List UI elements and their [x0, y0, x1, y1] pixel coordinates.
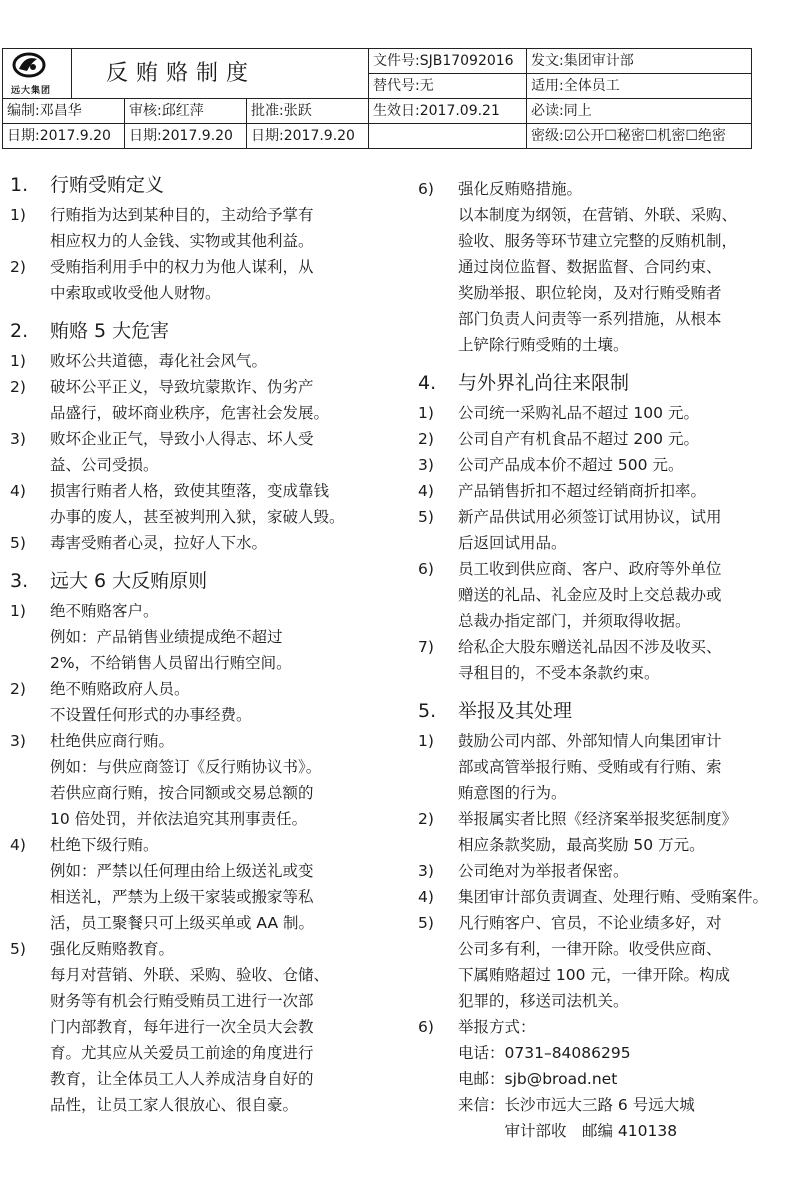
document-header-table	[2, 48, 752, 149]
item-text-line: 行贿指为达到某种目的，主动给予掌有	[50, 206, 314, 224]
list-item	[10, 676, 382, 728]
list-item	[10, 598, 382, 676]
item-text-line: 毒害受贿者心灵，拉好人下水。	[50, 534, 268, 552]
issuer: 发文:集团审计部	[526, 48, 752, 74]
item-number: 2)	[10, 680, 26, 698]
item-text-line: 举报属实者比照《经济案举报奖惩制度》	[458, 810, 738, 828]
list-item	[10, 374, 382, 426]
item-text-line: 通过岗位监督、数据监督、合同约束、	[458, 258, 722, 276]
item-number: 2)	[10, 378, 26, 396]
section-reporting	[418, 698, 778, 1144]
list-item	[10, 426, 382, 478]
item-number: 1)	[10, 352, 26, 370]
item-text-line: 产品销售折扣不超过经销商折扣率。	[458, 482, 707, 500]
item-text-line: 给私企大股东赠送礼品因不涉及收买、	[458, 638, 722, 656]
section-title-text: 远大 6 大反贿原则	[50, 570, 208, 592]
item-number: 6)	[418, 560, 434, 578]
list-item	[418, 884, 778, 910]
compiled-date: 日期:2017.9.20	[2, 123, 125, 149]
list-item	[418, 504, 778, 556]
item-number: 3)	[418, 862, 434, 880]
item-text-line: 品性，让员工家人很放心、很自豪。	[50, 1096, 299, 1114]
item-text-line: 受贿指利用手中的权力为他人谋利，从	[50, 258, 314, 276]
item-text-line: 绝不贿赂客户。	[50, 602, 159, 620]
item-text-line: 电邮：sjb@broad.net	[458, 1070, 618, 1088]
item-text-line: 员工收到供应商、客户、政府等外单位	[458, 560, 722, 578]
item-text-line: 败坏公共道德，毒化社会风气。	[50, 352, 268, 370]
approved-by: 批准:张跃	[246, 98, 369, 124]
item-text-line: 验收、服务等环节建立完整的反贿机制，	[458, 232, 738, 250]
item-number: 2)	[10, 258, 26, 276]
list-item	[10, 478, 382, 530]
section-number: 2.	[10, 320, 29, 342]
item-text-line: 相应权力的人金钱、实物或其他利益。	[50, 232, 314, 250]
item-text-line: 杜绝下级行贿。	[50, 836, 159, 854]
list-item	[418, 910, 778, 1014]
item-number: 4)	[418, 482, 434, 500]
list-item	[418, 426, 778, 452]
item-text-line: 例如：与供应商签订《反行贿协议书》。	[50, 758, 322, 776]
item-number: 2)	[418, 430, 434, 448]
item-text-line: 下属贿赂超过 100 元，一律开除。构成	[458, 966, 730, 984]
section-title-text: 行贿受贿定义	[50, 174, 165, 196]
item-number: 1)	[10, 602, 26, 620]
list-item	[418, 1014, 778, 1144]
document-title: 反贿赂制度	[106, 60, 257, 86]
list-item	[10, 202, 382, 254]
list-item	[10, 936, 382, 1118]
item-text-line: 教育，让全体员工人人养成洁身自好的	[50, 1070, 314, 1088]
item-text-line: 部或高管举报行贿、受贿或有行贿、索	[458, 758, 722, 776]
item-text-line: 相送礼，严禁为上级干家装或搬家等私	[50, 888, 314, 906]
item-text-line: 例如：严禁以任何理由给上级送礼或变	[50, 862, 314, 880]
item-text-line: 公司产品成本价不超过 500 元。	[458, 456, 684, 474]
item-text-line: 公司绝对为举报者保密。	[458, 862, 629, 880]
item-text-line: 贿意图的行为。	[458, 784, 567, 802]
item-text-line: 办事的废人，甚至被判刑入狱，家破人毁。	[50, 508, 345, 526]
item-number: 4)	[10, 836, 26, 854]
item-text-line: 部门负责人问责等一系列措施，从根本	[458, 310, 722, 328]
item-text-line: 每月对营销、外联、采购、验收、仓储、	[50, 966, 330, 984]
applies-to: 适用:全体员工	[526, 73, 752, 99]
item-number: 4)	[10, 482, 26, 500]
item-text-line: 以本制度为纲领，在营销、外联、采购、	[458, 206, 738, 224]
section-number: 5.	[418, 700, 437, 722]
item-text-line: 益、公司受损。	[50, 456, 159, 474]
section-number: 4.	[418, 372, 437, 394]
list-item	[418, 452, 778, 478]
security-level: 密级:☑公开☐秘密☐机密☐绝密	[526, 123, 752, 149]
doc-number: 文件号:SJB17092016	[368, 48, 527, 74]
list-item	[10, 348, 382, 374]
item-text-line: 10 倍处罚，并依法追究其刑事责任。	[50, 810, 308, 828]
item-number: 6)	[418, 180, 434, 198]
item-number: 6)	[418, 1018, 434, 1036]
list-item	[10, 254, 382, 306]
item-text-line: 育。尤其应从关爱员工前途的角度进行	[50, 1044, 314, 1062]
effective-date: 生效日:2017.09.21	[368, 98, 527, 124]
item-text-line: 例如：产品销售业绩提成绝不超过	[50, 628, 283, 646]
left-column	[10, 172, 382, 1118]
must-read: 必读:同上	[526, 98, 752, 124]
reviewed-by: 审核:邱红萍	[124, 98, 247, 124]
list-item	[418, 728, 778, 806]
item-number: 4)	[418, 888, 434, 906]
item-text-line: 损害行贿者人格，致使其堕落，变成靠钱	[50, 482, 330, 500]
list-item	[418, 176, 778, 358]
item-text-line: 中索取或收受他人财物。	[50, 284, 221, 302]
section-number: 1.	[10, 174, 29, 196]
list-item	[418, 634, 778, 686]
section-number: 3.	[10, 570, 29, 592]
list-item	[10, 728, 382, 832]
section-title-text: 举报及其处理	[458, 700, 573, 722]
item-number: 1)	[10, 206, 26, 224]
list-item	[418, 556, 778, 634]
section-principles	[10, 568, 382, 1118]
item-text-line: 2%，不给销售人员留出行贿空间。	[50, 654, 292, 672]
section-title	[10, 568, 382, 594]
list-item	[418, 478, 778, 504]
item-text-line: 来信：长沙市远大三路 6 号远大城	[458, 1096, 695, 1114]
item-text-line: 破坏公平正义，导致坑蒙欺诈、伪劣产	[50, 378, 314, 396]
item-text-line: 集团审计部负责调查、处理行贿、受贿案件。	[458, 888, 769, 906]
item-number: 1)	[418, 732, 434, 750]
broad-logo	[7, 49, 67, 99]
title-cell	[71, 48, 369, 99]
item-text-line: 门内部教育，每年进行一次全员大会教	[50, 1018, 314, 1036]
item-number: 3)	[10, 430, 26, 448]
section-title-text: 与外界礼尚往来限制	[458, 372, 630, 394]
item-text-line: 公司自产有机食品不超过 200 元。	[458, 430, 699, 448]
item-number: 7)	[418, 638, 434, 656]
item-number: 5)	[10, 940, 26, 958]
item-text-line: 不设置任何形式的办事经费。	[50, 706, 252, 724]
item-text-line: 品盛行，破坏商业秩序，危害社会发展。	[50, 404, 330, 422]
item-text-line: 奖励举报、职位轮岗，及对行贿受贿者	[458, 284, 722, 302]
item-text-line: 杜绝供应商行贿。	[50, 732, 175, 750]
blank-cell	[368, 123, 527, 149]
list-item	[418, 806, 778, 858]
item-text-line: 活，员工聚餐只可上级买单或 AA 制。	[50, 914, 314, 932]
item-number: 1)	[418, 404, 434, 422]
section-title	[418, 698, 778, 724]
item-number: 2)	[418, 810, 434, 828]
item-text-line: 电话：0731–84086295	[458, 1044, 631, 1062]
item-text-line: 公司多有利，一律开除。收受供应商、	[458, 940, 722, 958]
section-principles-continued	[418, 176, 778, 358]
section-title	[10, 318, 382, 344]
item-text-line: 败坏企业正气，导致小人得志、坏人受	[50, 430, 314, 448]
section-title-text: 贿赂 5 大危害	[50, 320, 170, 342]
item-text-line: 强化反贿赂教育。	[50, 940, 175, 958]
replacement-number: 替代号:无	[368, 73, 527, 99]
item-text-line: 强化反贿赂措施。	[458, 180, 583, 198]
item-text-line: 后返回试用品。	[458, 534, 567, 552]
item-text-line: 相应条款奖励，最高奖励 50 万元。	[458, 836, 705, 854]
item-text-line: 寻租目的，不受本条款约束。	[458, 664, 660, 682]
item-number: 5)	[10, 534, 26, 552]
reviewed-date: 日期:2017.9.20	[124, 123, 247, 149]
item-text-line: 公司统一采购礼品不超过 100 元。	[458, 404, 699, 422]
section-title	[10, 172, 382, 198]
item-number: 3)	[10, 732, 26, 750]
right-column	[418, 176, 778, 1144]
item-number: 5)	[418, 508, 434, 526]
item-text-line: 举报方式：	[458, 1018, 536, 1036]
list-item	[418, 858, 778, 884]
list-item	[418, 400, 778, 426]
list-item	[10, 530, 382, 556]
logo-cell	[2, 48, 72, 99]
section-title	[418, 370, 778, 396]
item-number: 5)	[418, 914, 434, 932]
item-text-line: 审计部收 邮编 410138	[458, 1122, 678, 1140]
item-text-line: 上铲除行贿受贿的土壤。	[458, 336, 629, 354]
item-text-line: 财务等有机会行贿受贿员工进行一次部	[50, 992, 314, 1010]
item-text-line: 鼓励公司内部、外部知情人向集团审计	[458, 732, 722, 750]
item-text-line: 绝不贿赂政府人员。	[50, 680, 190, 698]
approved-date: 日期:2017.9.20	[246, 123, 369, 149]
item-text-line: 犯罪的，移送司法机关。	[458, 992, 629, 1010]
logo-text: 远大集团	[11, 85, 52, 96]
compiled-by: 编制:邓昌华	[2, 98, 125, 124]
item-number: 3)	[418, 456, 434, 474]
item-text-line: 凡行贿客户、官员，不论业绩多好，对	[458, 914, 722, 932]
list-item	[10, 832, 382, 936]
item-text-line: 总裁办指定部门，并须取得收据。	[458, 612, 691, 630]
item-text-line: 若供应商行贿，按合同额或交易总额的	[50, 784, 314, 802]
section-harms	[10, 318, 382, 556]
broad-logo-icon	[11, 51, 47, 79]
item-text-line: 赠送的礼品、礼金应及时上交总裁办或	[458, 586, 722, 604]
section-definition	[10, 172, 382, 306]
item-text-line: 新产品供试用必须签订试用协议，试用	[458, 508, 722, 526]
section-gift-limits	[418, 370, 778, 686]
